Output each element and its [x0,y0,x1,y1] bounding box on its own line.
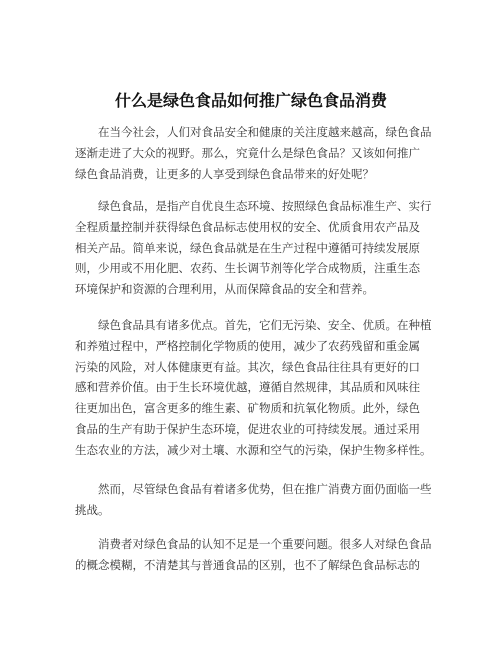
text-line: 挑战。 [75,502,110,517]
page-title: 什么是绿色食品如何推广绿色食品消费 [114,91,387,110]
paragraph-awareness [75,534,435,576]
text-line: 绿色食品，是指产自优良生态环境、按照绿色食品标准生产、实行 [75,199,432,213]
text-line: 消费者对绿色食品的认知不足是一个重要问题。很多人对绿色食品 [75,537,432,551]
text-line: 感和营养价值。由于生长环境优越，遵循自然规律，其品质和风味往 [75,380,420,395]
text-line: 绿色食品消费，让更多的人享受到绿色食品带来的好处呢？ [75,166,374,181]
text-line: 生态农业的方法，减少对土壤、水源和空气的污染，保护生物多样性。 [75,442,432,457]
text-line: 的概念模糊，不清楚其与普通食品的区别，也不了解绿色食品标志的 [75,557,420,572]
text-line: 则，少用或不用化肥、农药、生长调节剂等化学合成物质，注重生态 [75,261,420,276]
text-line: 往更加出色，富含更多的维生素、矿物质和抗氧化物质。此外，绿色 [75,401,420,416]
text-line: 在当今社会，人们对食品安全和健康的关注度越来越高，绿色食品 [75,125,432,139]
text-line: 全程质量控制并获得绿色食品标志使用权的安全、优质食用农产品及 [75,219,420,234]
text-line: 环境保护和资源的合理利用，从而保障食品的安全和营养。 [75,282,374,297]
text-line: 相关产品。简单来说，绿色食品就是在生产过程中遵循可持续发展原 [75,240,420,255]
paragraph-definition [75,196,435,300]
paragraph-advantages [75,315,435,461]
text-line: 然而，尽管绿色食品有着诸多优势，但在推广消费方面仍面临一些 [75,482,432,496]
text-line: 逐渐走进了大众的视野。那么，究竟什么是绿色食品？又该如何推广 [75,145,420,160]
paragraph-intro [75,122,435,184]
text-line: 绿色食品具有诸多优点。首先，它们无污染、安全、优质。在种植 [75,318,432,332]
text-line: 和养殖过程中，严格控制化学物质的使用，减少了农药残留和重金属 [75,338,420,353]
paragraph-challenges [75,479,435,521]
text-line: 食品的生产有助于保护生态环境，促进农业的可持续发展。通过采用 [75,421,420,436]
text-line: 污染的风险，对人体健康更有益。其次，绿色食品往往具有更好的口 [75,359,420,374]
